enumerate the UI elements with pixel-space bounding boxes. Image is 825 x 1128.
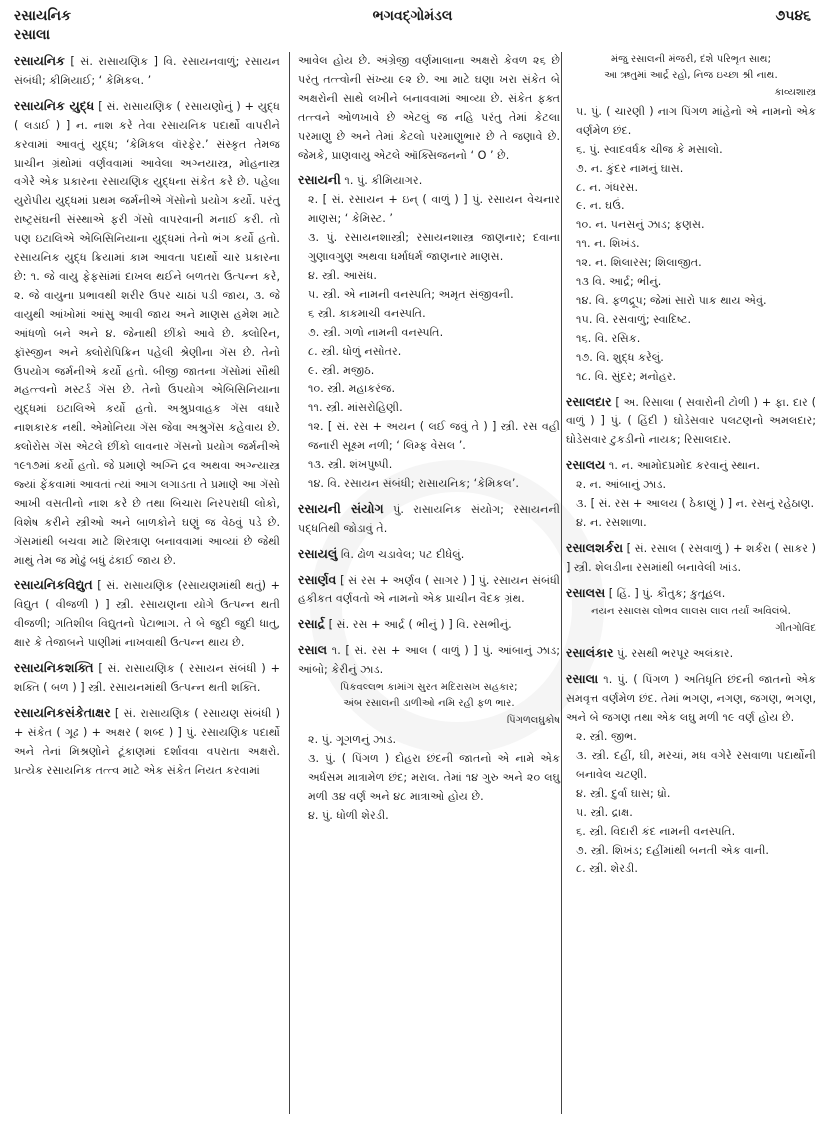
definition-text: વિ. ઢોળ ચડાવેલ; પટ દીધેલું. (340, 547, 465, 561)
dictionary-entry (298, 171, 560, 493)
quotation-source: પિંગળલઘુકોષ (506, 715, 560, 727)
definition-text: ૧. પું. કીમિયાગર. (344, 174, 423, 188)
quotation-line: આ ઋતુમાં આર્દ્ર રહો, નિજ ઇચ્છા શ્રી નાથ. (604, 70, 778, 81)
sense-item: ૧૩ વિ. આર્દ્ર; ભીનું. (576, 275, 662, 289)
sense-item: ૯. ન. ઘઉં. (576, 199, 625, 213)
quotation-line: પિકવલ્લભ કામાંગ સુરત મદિરાસખ સહકાર; (340, 682, 518, 694)
sense-item: ૧૦. ન. પનસનું ઝાડ; ફણસ. (576, 218, 705, 232)
sense-item: ૮. સ્ત્રી. શેરડી. (576, 862, 638, 876)
definition-text: [ સં. રસાલ ( રસવાળું ) + શર્કરા ( સાકર ) ] સ્ત્રી. શેલડીના રસમાંથી બનાવેલી ખાંડ. (566, 541, 816, 574)
headword: રસાયની (298, 172, 341, 188)
sense-item: ૧૧. સ્ત્રી. માંસરોહિણી. (308, 401, 403, 415)
sense-item: ૩. સ્ત્રી. દહીં, ઘી, મરચાં, મધ વગેરે રસવાળા પદાર્થોની બનાવેલ ચટણી. (576, 749, 816, 781)
sense-item: ૨. ન. આંબાનું ઝાડ. (576, 478, 667, 492)
headword: રસાયનિકશક્તિ (14, 660, 94, 676)
sense-item: ૩. પું. રસાયનશાસ્ત્રી; રસાયનશાસ્ત્ર જાણનાર; દવાના ગુણાવગુણ અથવા ધર્માધર્મ જાણનાર માણસ. (308, 231, 560, 264)
column-divider (289, 52, 290, 1114)
dictionary-entry (14, 52, 280, 91)
headword: રસાયની સંયોગ (298, 500, 384, 516)
page-number: ૭૫૪૬ (775, 8, 811, 24)
sense-item: ૪. ન. રસશાળા. (576, 515, 647, 529)
dictionary-entry (566, 456, 816, 533)
dictionary-entry (14, 704, 280, 781)
dictionary-entry (14, 659, 280, 698)
definition-text: ૧. ન. આમોદપ્રમોદ કરવાનું સ્થાન. (608, 459, 760, 473)
dictionary-entry (566, 584, 816, 639)
headword: રસાયલું (298, 545, 338, 561)
guide-word-right: રસાલા (14, 27, 51, 43)
quotation-line: નયન રસાલસ લોભવ લાલસ લાલ તર્યાં અવિલંબે. (591, 605, 791, 617)
dictionary-entry (298, 500, 560, 539)
guide-word-left: રસાયનિક (14, 8, 71, 24)
headword: રસાલા (566, 671, 599, 687)
sense-item: ૧૧. ન. શિખંડ. (576, 237, 640, 251)
quotation-source: કાવ્યશાસ્ત્ર (774, 87, 816, 98)
definition-text: ૧. પું. ( પિંગળ ) અતિધૃતિ છંદની જાતનો એક સમવૃત્ત વર્ણમેળ છંદ. તેમાં ભગણ, નગણ, જગણ, ભગણ, અને બે જગણ તથા એક લઘુ મળી ૧૯ વર્ણ હોય છે. (566, 673, 816, 725)
headword: રસાલ (298, 642, 328, 658)
sense-item: ૧૨. ન. શિલારસ; શિલાજીત. (576, 256, 702, 270)
dictionary-entry (566, 393, 816, 451)
quotation-line: મંજુ રસાલની મંજરી, દંશે પરિભૃત સાથ; (610, 54, 772, 65)
definition-text: આવેલ હોય છે. અંગ્રેજી વર્ણમાલાના અક્ષરો કેવળ ૨૬ છે પરંતુ તત્ત્વોની સંખ્યા ૯૨ છે. આ માટે ઘણા ખરા સંકેત બે અક્ષરોની સાથે લખીને બનાવવામાં આવ્યા છે. સંકેત ફક્ત તત્ત્વને ઓળખાવે છે એટલું જ નહિ પરંતુ તેમાં કેટલા પરમાણુ છે અને તેમાં કેટલો પરમાણુભાર છે તે જણાવે છે. જેમકે, પ્રાણવાયુ એટલે ઑક્સિજનનો ‘ O ’ છે. (298, 54, 560, 162)
sense-item: ૫. સ્ત્રી. દ્રાક્ષ. (576, 805, 633, 819)
definition-text: [ સં. રાસાયણિક (રસાયણમાંથી થતું) + વિદ્યુત ( વીજળી ) ] સ્ત્રી. રસાયણના યોગે ઉત્પન્ન થતી વીજળી; ગતિશીલ વિદ્યુતનો પેટાભાગ. તે બે જુદી જુદી ધાતુ, ક્ષાર કે તેજાબને પાણીમાં નાખવાથી ઉત્પન્ન થાય છે. (14, 579, 280, 650)
sense-item: ૬ સ્ત્રી. કાકમાચી વનસ્પતિ. (308, 306, 426, 320)
sense-item: ૮. ન. ગંધરસ. (576, 180, 638, 194)
column-1 (14, 52, 280, 787)
sense-item: ૭. ન. કુંદર નામનું ઘાસ. (576, 161, 684, 175)
definition-text: [ સં. રાસાયણિક ( રસાયન સંબંધી ) + શક્તિ ( બળ ) ] સ્ત્રી. રસાયનમાંથી ઉત્પન્ન થતી શક્તિ. (14, 662, 280, 694)
sense-item: ૨. સ્ત્રી. જીભ. (576, 730, 637, 744)
sense-item: ૧૬. વિ. રસિક. (576, 331, 641, 345)
dictionary-entry (14, 97, 280, 571)
dictionary-entry (566, 539, 816, 578)
quotation-line: અંબ રસાલની ડાળીઓ નમિ રહી ફળ ભાર. (343, 698, 515, 710)
sense-item: ૮. સ્ત્રી. ધોળું નસોતર. (308, 344, 402, 358)
quotation-source: ગીતગોવિંદ (775, 622, 816, 634)
definition-text: [ સં. રાસાયણિક ( રસાયણોનું ) + યુદ્ધ ( લડાઈ ) ] ન. નાશ કરે તેવા રસાયનિક પદાર્થો વાપરીને કરવામાં આવતું યુદ્ધ; ‘કેમિકલ વૉરફેર.’ સંસ્કૃત તેમજ પ્રાચીન ગ્રંથોમાં વર્ણવવામાં આવેલા અગ્નયાસ્ત્ર, મોહનાસ્ત્ર વગેરે એક પ્રકારના રસાયણિક યુદ્ધના સંકેત કરે છે. પહેલા યુરોપીય યુદ્ધમાં પ્રથમ જર્મનીએ ગૅસોનો પ્રયોગ કર્યો. પરંતુ રાષ્ટ્રસંઘની સંસ્થાએ ફરી ગૅસો વાપરવાની મનાઈ કરી. તો પણ ઇટાલિએ એબિસિનિયાના યુદ્ધમાં તેનો ભંગ કર્યો હતો. રસાયનિક યુદ્ધ ક્રિયામાં કામ આવતા પદાર્થો ચાર પ્રકારના છે: ૧. જે વાયુ ફેફસાંમાં દાખલ થઈને બળતરા ઉત્પન્ન કરે, ૨. જે વાયુના પ્રભાવથી શરીર ઉપર ચાઠાં પડી જાય, ૩. જે વાયુથી આંખોમાં આંસુ આવી જાય અને માણસ હમેશ માટે આંધળો બને અને ૪. જેનાથી છીંકો આવે છે. ક્લોરિન, ફૉસ્જીન અને ક્લોરોપિક્રિન પહેલી શ્રેણીના ગૅસ છે. તેનો ઉપયોગ જર્મનીએ કર્યો હતો. બીજી જાતના ગૅસોમાં સૌથી મહત્ત્વનો મસ્ટર્ડ ગૅસ છે. તેનો ઉપયોગ એબિસિનિયાના યુદ્ધમાં ઇટાલિએ કર્યો હતો. અશ્રુપ્રવાહક ગૅસ વધારે નાશકારક નથી. એમોનિયા ગૅસ જેવા અશ્રુગૅસ કહેવાય છે. ક્લોરોસ ગૅસ એટલે છીંકો લાવનાર ગૅસનો પ્રયોગ જર્મનીએ ૧૯૧૭માં કર્યો હતો. જે પ્રમાણે અગ્નિ દ્રવ અથવા અગ્ન્યાસ્ત્ર જ્યાં ફેંકવામાં આવતાં ત્યાં આગ લગાડતા તે પ્રમાણે આ ગૅસો આખી વસતીનો નાશ કરે છે તથા બિચારા નિરપરાધી લોકો, વિશેષ કરીને સ્ત્રીઓ અને બાળકોને ઘણું જ વેઠવું પડે છે. ગૅસમાંથી બચવા માટે શિરત્રાણ બનાવવામાં આવ્યાં છે જેથી માથું તેમ જ મોઢું બધું ઢંકાઈ જાય છે. (14, 99, 280, 567)
headword: રસાયનિક (14, 53, 65, 68)
definition-text: પું. રસથી ભરપૂર અલંકાર. (617, 647, 734, 661)
book-title: ભગવદ્‌ગોમંડલ (372, 8, 453, 24)
headword: રસાલસ (566, 584, 606, 600)
headword: રસાલય (566, 457, 606, 473)
column-divider (561, 52, 562, 1114)
headword: રસાયનિકસંકેતાક્ષર (14, 704, 111, 720)
sense-item: ૭. સ્ત્રી. શિખંડ; દહીંમાંથી બનતી એક વાની. (576, 843, 769, 857)
sense-item: ૧૪. વિ. ફળદ્રૂપ; જેમાં સારો પાક થાય એવું. (576, 293, 767, 307)
sense-item: ૫. પું. ( ચારણી ) નાગ પિંગળ માંહેનો એ નામનો એક વર્ણમેળ છંદ. (576, 104, 816, 137)
dictionary-entry (298, 571, 560, 610)
definition-text: ૧. [ સં. રસ + આલ ( વાળું ) ] પું. આંબાનું ઝાડ; આંબો; કેરીનું ઝાડ. (298, 644, 560, 677)
headword: રસાલશર્કરા (566, 539, 624, 555)
sense-item: ૬. સ્ત્રી. વિદારી કંદ નામની વનસ્પતિ. (576, 824, 736, 838)
sense-item: ૧૪. વિ. રસાયન સંબંધી; રાસાયનિક; ‘કેમિકલ’. (308, 476, 519, 490)
dictionary-entry (566, 670, 816, 879)
sense-item: ૬. પું. સ્વાદવર્ધક ચીજ કે મસાલો. (576, 142, 723, 156)
sense-item: ૧૦. સ્ત્રી. મહાકરંજ. (308, 382, 396, 396)
definition-text: [ હિં. ] પું. કૌતુક; કુતૂહલ. (608, 586, 726, 600)
sense-item: ૫. સ્ત્રી. એ નામની વનસ્પતિ; અમૃત સંજીવની. (308, 287, 514, 301)
dictionary-entry (298, 641, 560, 825)
dictionary-entry (298, 545, 560, 565)
sense-item: ૪. સ્ત્રી. આસંધ. (308, 268, 377, 282)
sense-item: ૩. પું. ( પિંગળ ) દોહરા છંદની જાતનો એ નામે એક અર્ધસમ માત્રામેળ છંદ; મરાલ. તેમાં ૧૪ ગુરુ અને ૨૦ લઘુ મળી ૩૪ વર્ણ અને ૪૮ માત્રાઓ હોય છે. (308, 751, 560, 803)
sense-item: ૧૫. વિ. રસવાળું; સ્વાદિષ્ટ. (576, 312, 692, 326)
definition-text: [ અ. રિસાલા ( સવારોની ટોળી ) + ફા. દાર ( વાળું ) ] પું. ( હિંદી ) ઘોડેસવાર પલટણનો અમલદાર; ઘોડેસવાર ટુકડીનો નાયક; રિસાલદાર. (566, 395, 816, 447)
definition-text: [ સં. રસ + આર્દ્ર ( ભીનું ) ] વિ. રસભીનું. (328, 618, 512, 632)
sense-item: ૧૮. વિ. સુંદર; મનોહર. (576, 369, 677, 383)
definition-text: [ સં રસ + અર્ણવ ( સાગર ) ] પું. રસાયન સંબંધી હકીકત વર્ણવતો એ નામનો એક પ્રાચીન વૈદક ગ્રંથ. (298, 573, 560, 606)
dictionary-entry (566, 52, 816, 387)
sense-item: ૨. [ સં. રસાયન + ઇન્ ( વાળું ) ] પું. રસાયન વેચનાર માણસ; ‘ કેમિસ્ટ. ’ (308, 193, 560, 226)
headword: રસાલદાર (566, 393, 612, 409)
dictionary-entry (566, 644, 816, 664)
sense-item: ૧૨. [ સં. રસ + અયન ( લઈ જવું તે ) ] સ્ત્રી. રસ વહી જનારી સૂક્ષ્મ નળી; ‘ લિમ્ફ વેસલ ’. (308, 420, 560, 453)
sense-item: ૪. સ્ત્રી. દુર્વા ઘાસ; ધ્રો. (576, 786, 671, 800)
sense-item: ૪. પું. ધોળી શેરડી. (308, 808, 389, 822)
dictionary-entry (298, 52, 560, 165)
dictionary-entry (14, 576, 280, 653)
sense-item: ૯. સ્ત્રી. મજીઠ. (308, 363, 375, 377)
column-3 (566, 52, 816, 885)
headword: રસાર્ણવ (298, 571, 337, 587)
definition-text: [ સં. રાસાયણિક ( રસાયણ સંબંધી ) + સંકેત ( ગૂઢ ) + અક્ષર ( શબ્દ ) ] પું. રસાયણિક પદાર્થો અને તેનાં મિશ્રણોને ટૂંકાણમાં દર્શાવવા વપરાતા અક્ષરો. પ્રત્યેક રસાયનિક તત્ત્વ માટે એક સંકેત નિયત કરવામાં (14, 706, 281, 777)
definition-text: [ સં. રાસાયણિક ] વિ. રસાયનવાળું; રસાયન સંબંધી; કીમિયાઈ; ‘ કેમિકલ. ’ (14, 55, 280, 87)
headword: રસાલંકાર (566, 645, 614, 661)
sense-item: ૧૩. સ્ત્રી. શંખપુષ્પી. (308, 458, 393, 472)
definition-text: પું. રાસાયનિક સંયોગ; રસાયનની પદ્ધતિથી જોડાવું તે. (298, 502, 560, 535)
sense-item: ૨. પું. ગૂગળનું ઝાડ. (308, 733, 397, 746)
sense-item: ૭. સ્ત્રી. ગળો નામની વનસ્પતિ. (308, 325, 444, 339)
headword: રસાયનિક યુદ્ધ (14, 97, 95, 113)
headword: રસાયનિકવિદ્યુત (14, 577, 93, 593)
page-header (14, 8, 811, 30)
sense-item: ૧૭. વિ. શુદ્ધ કરેલું. (576, 350, 664, 364)
dictionary-entry (298, 615, 560, 635)
sense-item: ૩. [ સં. રસ + આલય ( ઠેકાણું ) ] ન. રસનું રહેઠાણ. (576, 497, 815, 511)
headword: રસાર્દ્ર (298, 616, 326, 632)
column-2 (298, 52, 560, 832)
